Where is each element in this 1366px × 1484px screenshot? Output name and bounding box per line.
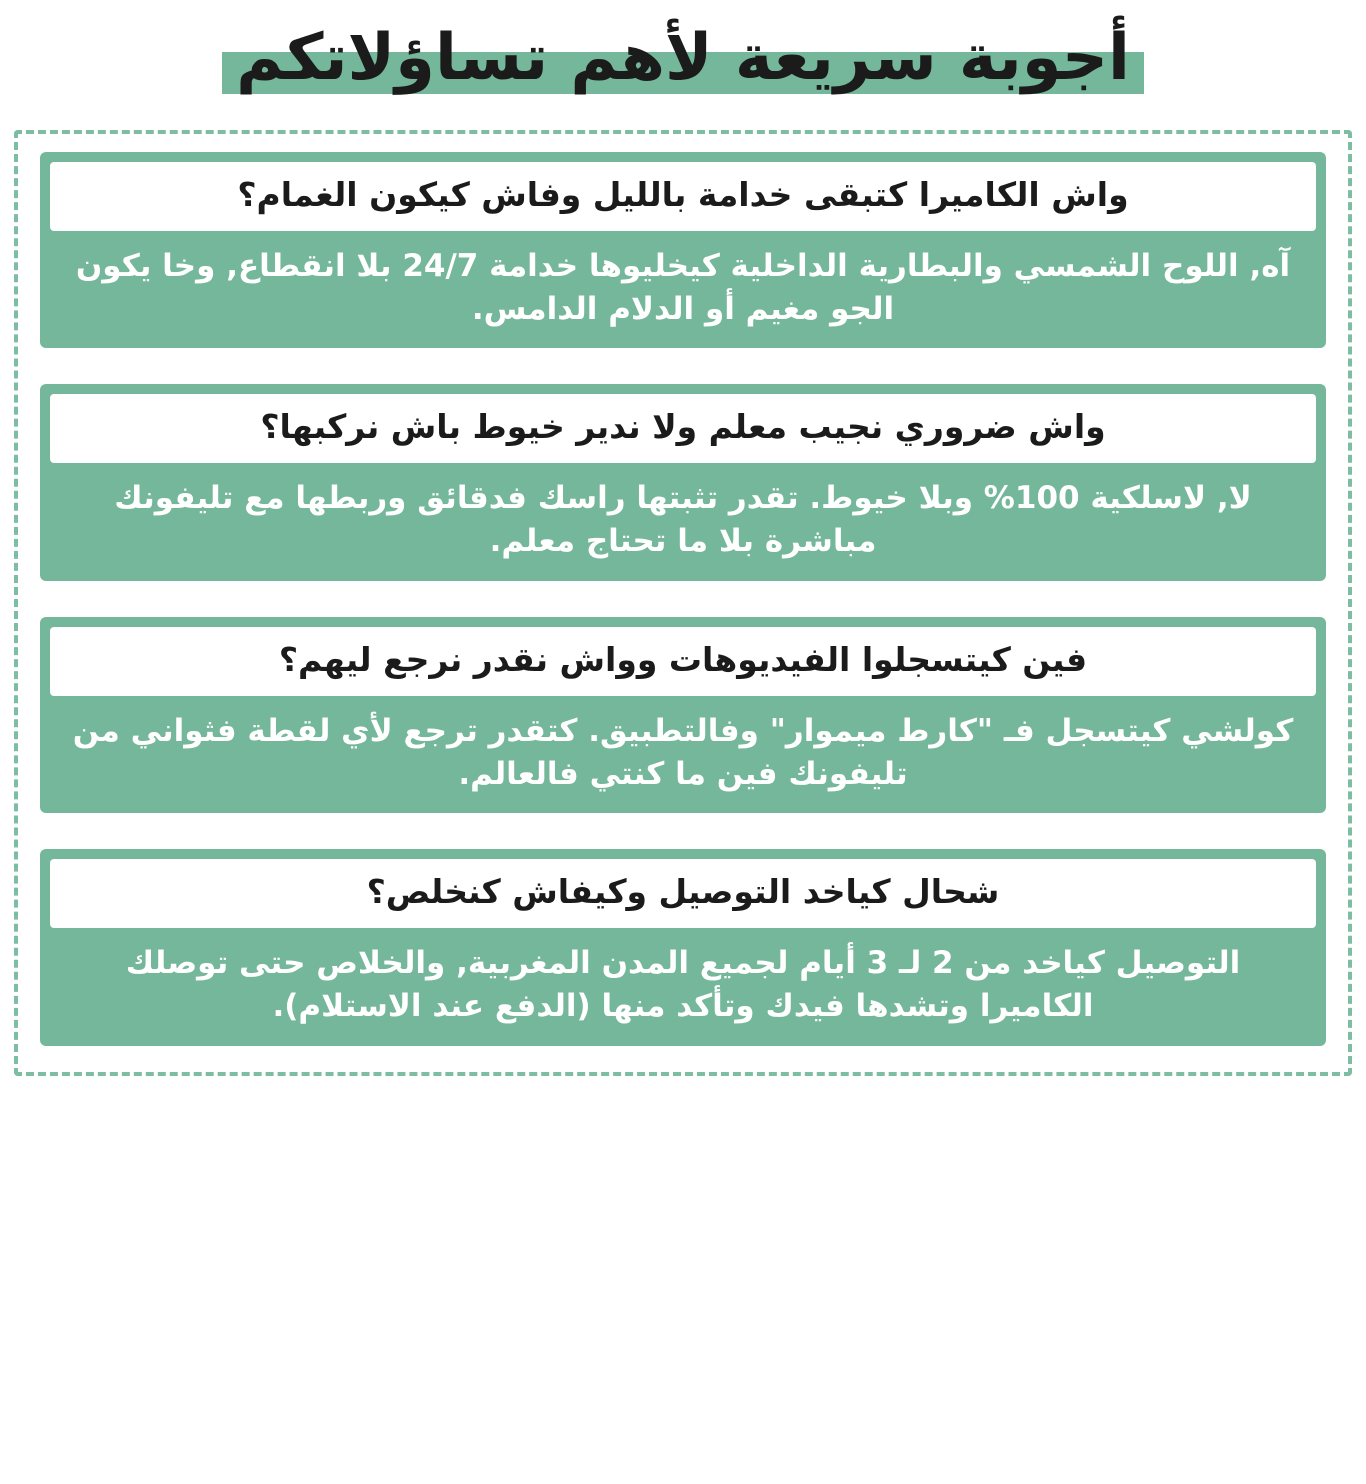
- faq-question: شحال كياخد التوصيل وكيفاش كنخلص؟: [50, 859, 1316, 928]
- faq-item: [40, 617, 1326, 813]
- faq-list-frame: [14, 130, 1352, 1076]
- page-title-band: [222, 18, 1144, 108]
- faq-item: [40, 152, 1326, 348]
- faq-item: [40, 384, 1326, 580]
- faq-answer: لا, لاسلكية 100% وبلا خيوط. تقدر تثبتها راسك فدقائق وربطها مع تليفونك مباشرة بلا ما تحتاج معلم.: [114, 480, 1252, 560]
- page-title: أجوبة سريعة لأهم تساؤلاتكم: [236, 21, 1130, 95]
- faq-question: فين كيتسجلوا الفيديوهات وواش نقدر نرجع ليهم؟: [50, 627, 1316, 696]
- faq-answer: آه, اللوح الشمسي والبطارية الداخلية كيخليوها خدامة 24/7 بلا انقطاع, وخا يكون الجو مغيم أو الدلام الدامس.: [75, 247, 1291, 327]
- faq-question: واش الكاميرا كتبقى خدامة بالليل وفاش كيكون الغمام؟: [50, 162, 1316, 231]
- faq-answer: التوصيل كياخد من 2 لـ 3 أيام لجميع المدن المغربية, والخلاص حتى توصلك الكاميرا وتشدها فيدك وتأكد منها (الدفع عند الاستلام).: [125, 945, 1241, 1024]
- page-header: [0, 0, 1366, 108]
- faq-item: [40, 849, 1326, 1045]
- faq-question: واش ضروري نجيب معلم ولا ندير خيوط باش نركبها؟: [50, 394, 1316, 463]
- faq-answer: كولشي كيتسجل فـ "كارط ميموار" وفالتطبيق. كتقدر ترجع لأي لقطة فثواني من تليفونك فين ما كنتي فالعالم.: [72, 712, 1294, 792]
